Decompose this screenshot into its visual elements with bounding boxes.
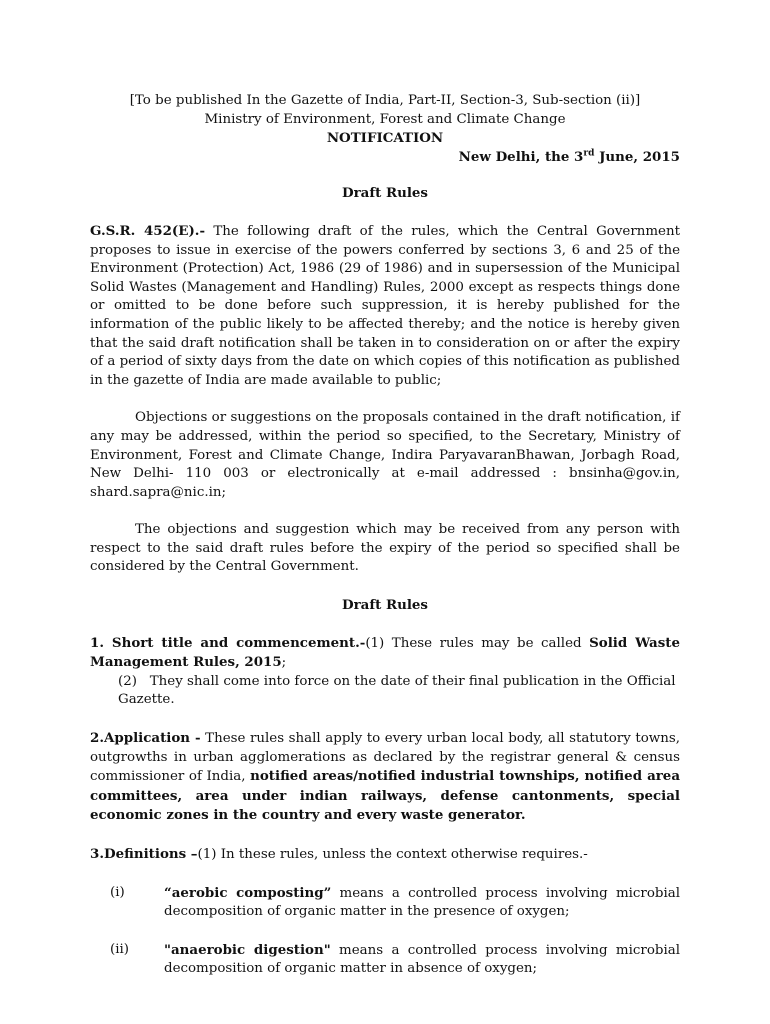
- rule-1-text: (1) These rules may be called: [365, 635, 590, 651]
- gsr-text: The following draft of the rules, which the Central Government proposes to issue in exercise of the powers conferred by sections 3, 6 and 25 of the Environment (Protection) Act, 1986 (29 of 1986) and in supersession of the Municipal Solid Wastes (Management and Handling) Rules, 2000 except as respects things done or omitted to be done before such suppression, it is hereby published for the information of the public likely to be affected thereby; and the notice is hereby given that the said draft notification shall be taken in to consideration on or after the expiry of a period of sixty days from the date on which copies of this notification as published in the gazette of India are made available to public;: [90, 223, 680, 388]
- rule-2-text: These rules shall apply to every urban local body, all statutory towns, outgrowths in urban agglomerations as declared by the registrar general & census commissioner of India,: [90, 731, 680, 785]
- definition-body: [164, 884, 680, 922]
- definition-number: (ii): [110, 941, 130, 957]
- rule-2-heading: 2.Application -: [90, 730, 201, 747]
- definition-item: [90, 884, 680, 922]
- definition-term: "anaerobic digestion": [164, 941, 331, 958]
- objections-paragraph: Objections or suggestions on the proposals contained in the draft notification, if any may be addressed, within the period so specified, to the Secretary, Ministry of Environment, Forest and Climate Change, Indira ParyavaranBhawan, Jorbagh Road, New Delhi- 110 003 or electronically at e-mail addressed : bnsinha@gov.in, shard.sapra@nic.in;: [90, 410, 680, 500]
- rule-2-bold-text: notified areas/notified industrial townships, notified area committees, area under indian railways, defense cantonments, special economic zones in the country and every waste generator.: [90, 768, 680, 824]
- rule-1-heading: 1. Short title and commencement.-: [90, 634, 366, 651]
- date-prefix: New Delhi, the 3: [458, 148, 584, 165]
- consideration-paragraph: The objections and suggestion which may be received from any person with respect to the said draft rules before the expiry of the period so specified shall be considered by the Central Government.: [90, 522, 680, 575]
- date-line: [90, 148, 680, 167]
- rule-3: [90, 845, 680, 865]
- rule-2: [90, 729, 680, 826]
- date-suffix: June, 2015: [594, 148, 680, 165]
- draft-rules-heading: Draft Rules: [342, 185, 428, 202]
- rule-3-heading: 3.Definitions –: [90, 846, 198, 862]
- definition-number: (i): [110, 884, 125, 900]
- ministry-line: Ministry of Environment, Forest and Climate Change: [204, 111, 566, 127]
- rule-1-name: Solid Waste Management Rules, 2015: [90, 634, 680, 671]
- definition-text: means a controlled process involving microbial decomposition of organic matter in the presence of oxygen;: [164, 885, 681, 920]
- notification-title: NOTIFICATION: [326, 130, 444, 147]
- gsr-paragraph: [90, 222, 680, 390]
- rule-1-end: ;: [281, 655, 287, 671]
- gsr-number: G.S.R. 452(E).-: [90, 222, 206, 239]
- definition-item: [90, 941, 680, 979]
- draft-rules-heading-2: Draft Rules: [342, 597, 428, 614]
- date-sup: rd: [583, 148, 595, 159]
- definition-body: [164, 941, 680, 979]
- document-content: [90, 92, 680, 979]
- rule-1-sub-2: (2) They shall come into force on the date of their final publication in the Official Gazette.: [118, 673, 676, 708]
- definition-term: “aerobic composting”: [164, 884, 332, 901]
- rule-3-text: (1) In these rules, unless the context otherwise requires.-: [197, 847, 588, 862]
- rule-1: [90, 634, 680, 673]
- definition-text: means a controlled process involving microbial decomposition of organic matter in absence of oxygen;: [164, 942, 680, 977]
- gazette-line: [To be published In the Gazette of India, Part-II, Section-3, Sub-section (ii)]: [129, 93, 641, 108]
